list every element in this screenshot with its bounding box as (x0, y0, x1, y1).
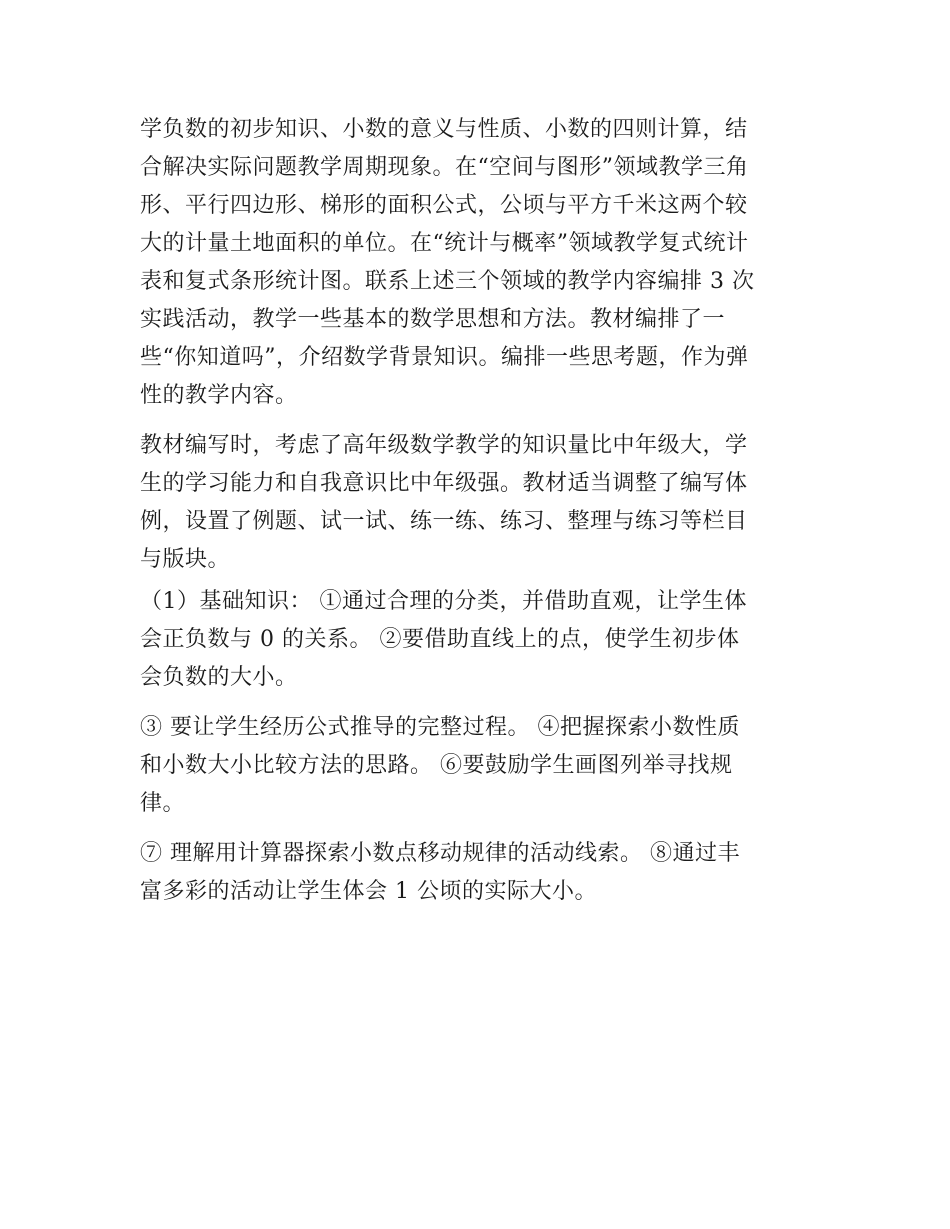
text-line: 教材编写时，考虑了高年级数学教学的知识量比中年级大，学 (140, 433, 748, 458)
text-line: ⑦ 理解用计算器探索小数点移动规律的活动线索。 ⑧通过丰 (140, 841, 740, 866)
text-line: 与版块。 (140, 547, 231, 572)
paragraph-curriculum-content (140, 111, 816, 415)
text-line: 生的学习能力和自我意识比中年级强。教材适当调整了编写体 (140, 471, 748, 496)
text-line: 例，设置了例题、试一试、练一练、练习、整理与练习等栏目 (140, 509, 748, 534)
text-line: 富多彩的活动让学生体会 1 公顷的实际大小。 (140, 879, 597, 904)
text-line: 些“你知道吗”，介绍数学背景知识。编排一些思考题，作为弹 (140, 345, 749, 370)
paragraph-basic-knowledge (140, 583, 816, 697)
text-line: 会负数的大小。 (140, 665, 298, 690)
text-line: 和小数大小比较方法的思路。 ⑥要鼓励学生画图列举寻找规 (140, 753, 733, 778)
document-body (140, 111, 816, 911)
text-line: 性的教学内容。 (140, 383, 298, 408)
text-line: ③ 要让学生经历公式推导的完整过程。 ④把握探索小数性质 (140, 715, 740, 740)
text-line: （1）基础知识： ①通过合理的分类，并借助直观，让学生体 (140, 589, 747, 614)
text-line: 律。 (140, 791, 186, 816)
text-line: 表和复式条形统计图。联系上述三个领域的教学内容编排 3 次 (140, 269, 755, 294)
text-line: 形、平行四边形、梯形的面积公式，公顷与平方千米这两个较 (140, 193, 748, 218)
text-line: 合解决实际问题教学周期现象。在“空间与图形”领域教学三角 (140, 155, 749, 180)
text-line: 大的计量土地面积的单位。在“统计与概率”领域教学复式统计 (140, 231, 749, 256)
text-line: 学负数的初步知识、小数的意义与性质、小数的四则计算，结 (140, 117, 748, 142)
text-line: 会正负数与 0 的关系。 ②要借助直线上的点，使学生初步体 (140, 627, 740, 652)
paragraph-items-3-6 (140, 709, 816, 823)
paragraph-textbook-design (140, 427, 816, 579)
paragraph-items-7-8 (140, 835, 816, 911)
text-line: 实践活动，教学一些基本的数学思想和方法。教材编排了一 (140, 307, 726, 332)
